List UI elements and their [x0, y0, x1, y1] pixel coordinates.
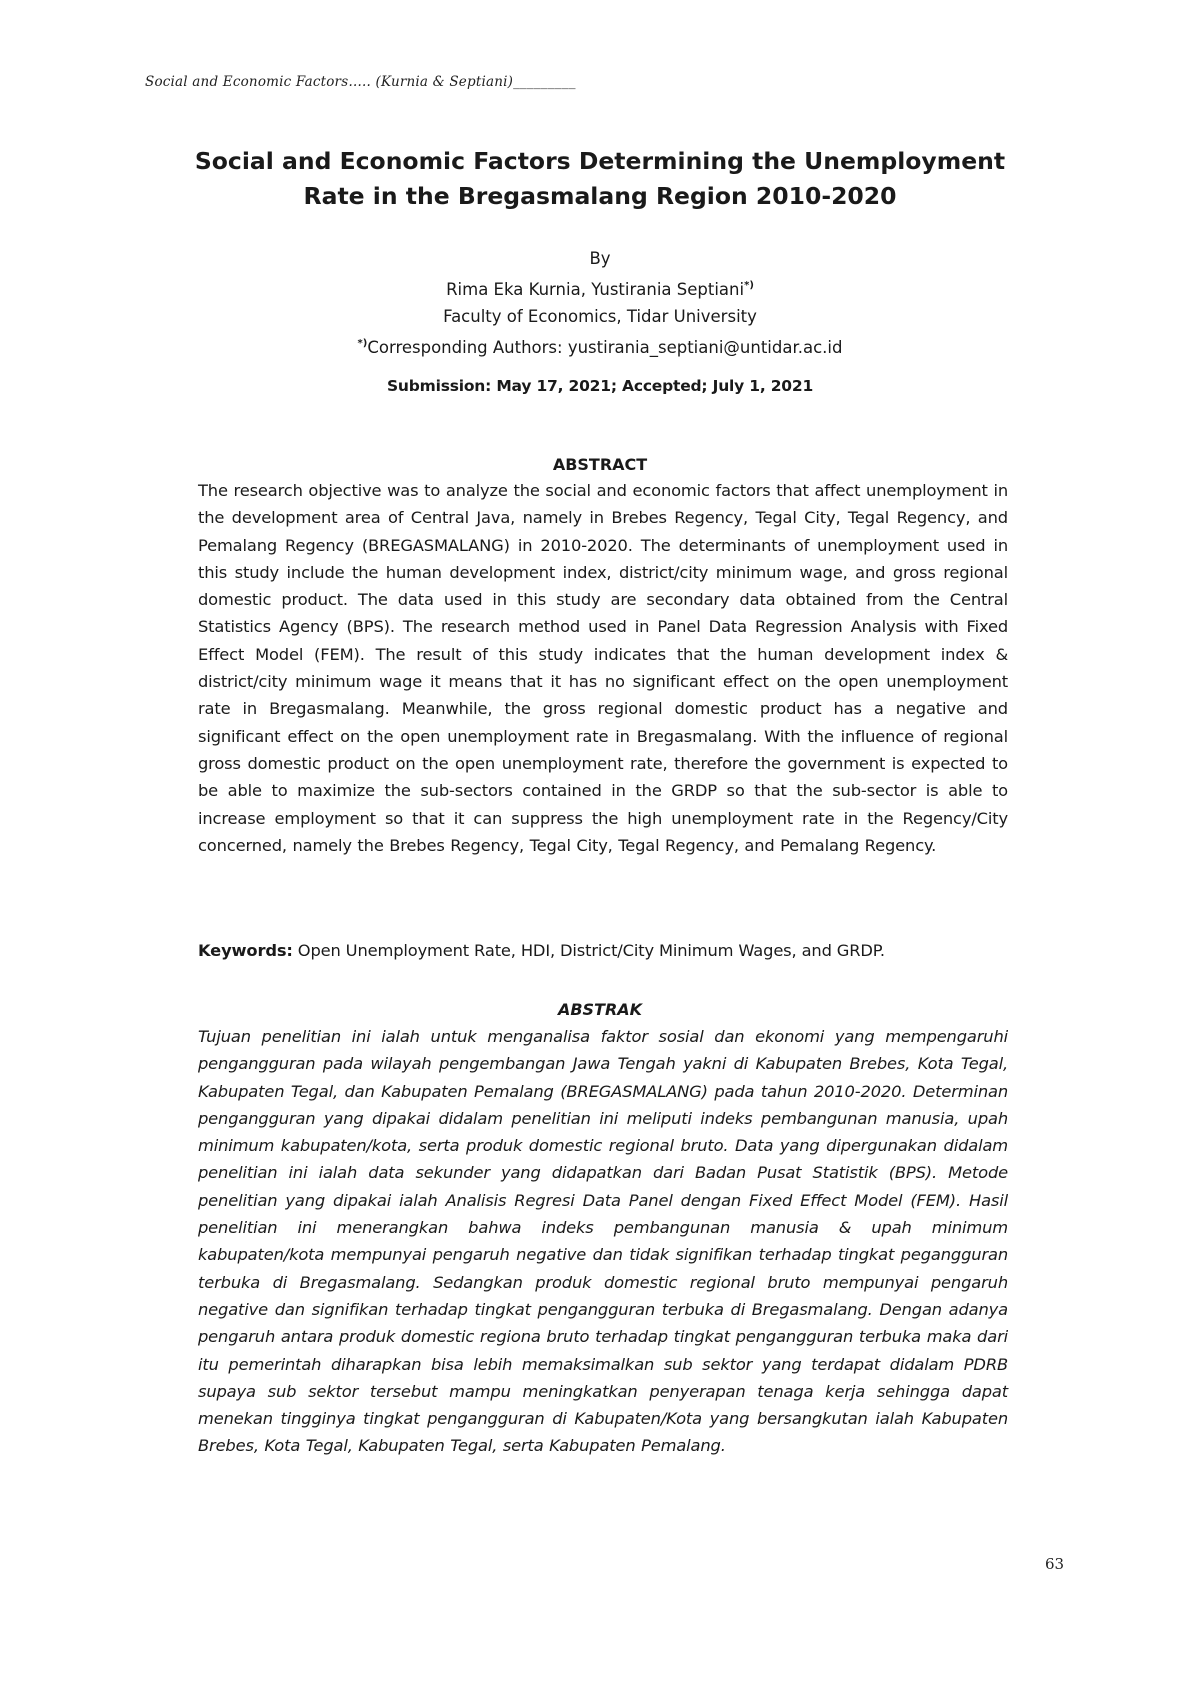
- title-line-2: Rate in the Bregasmalang Region 2010-2020: [303, 182, 897, 210]
- corresponding-line: [120, 330, 1080, 361]
- keywords-label: Keywords:: [198, 941, 293, 960]
- abstrak-text: Tujuan penelitian ini ialah untuk menganalisa faktor sosial dan ekonomi yang mempengaruhi pengangguran pada wilayah pengembangan Jawa Tengah yakni di Kabupaten Brebes, Kota Tegal, Kabupaten Tegal, dan Kabupaten Pemalang (BREGASMALANG) pada tahun 2010-2020. Determinan pengangguran yang dipakai didalam penelitian ini meliputi indeks pembangunan manusia, upah minimum kabupaten/kota, serta produk domestic regional bruto. Data yang dipergunakan didalam penelitian ini ialah data sekunder yang didapatkan dari Badan Pusat Statistik (BPS). Metode penelitian yang dipakai ialah Analisis Regresi Data Panel dengan Fixed Effect Model (FEM). Hasil penelitian ini menerangkan bahwa indeks pembangunan manusia & upah minimum kabupaten/kota mempunyai pengaruh negative dan tidak signifikan terhadap tingkat pegangguran terbuka di Bregasmalang. Sedangkan produk domestic regional bruto mempunyai pengaruh negative dan signifikan terhadap tingkat pengangguran terbuka di Bregasmalang. Dengan adanya pengaruh antara produk domestic regiona bruto terhadap tingkat pengangguran terbuka maka dari itu pemerintah diharapkan bisa lebih memaksimalkan sub sektor yang terdapat didalam PDRB supaya sub sektor tersebut mampu meningkatkan penyerapan tenaga kerja sehingga dapat menekan tingginya tingkat pengangguran di Kabupaten/Kota yang bersangkutan ialah Kabupaten Brebes, Kota Tegal, Kabupaten Tegal, serta Kabupaten Pemalang.: [198, 1027, 1008, 1456]
- byline: [120, 245, 1080, 361]
- affiliation: Faculty of Economics, Tidar University: [443, 307, 757, 326]
- article-title: [120, 144, 1080, 214]
- abstract-body: [198, 477, 1008, 859]
- authors-line: [120, 272, 1080, 303]
- keywords-text: Open Unemployment Rate, HDI, District/City Minimum Wages, and GRDP.: [292, 941, 885, 960]
- abstrak-body: [198, 1023, 1008, 1460]
- authors: Rima Eka Kurnia, Yustirania Septiani: [446, 280, 745, 299]
- abstract-text: The research objective was to analyze the social and economic factors that affect unemployment in the development area of Central Java, namely in Brebes Regency, Tegal City, Tegal Regency, and Pemalang Regency (BREGASMALANG) in 2010-2020. The determinants of unemployment used in this study include the human development index, district/city minimum wage, and gross regional domestic product. The data used in this study are secondary data obtained from the Central Statistics Agency (BPS). The research method used in Panel Data Regression Analysis with Fixed Effect Model (FEM). The result of this study indicates that the human development index & district/city minimum wage it means that it has no significant effect on the open unemployment rate in Bregasmalang. Meanwhile, the gross regional domestic product has a negative and significant effect on the open unemployment rate in Bregasmalang. With the influence of regional gross domestic product on the open unemployment rate, therefore the government is expected to be able to maximize the sub-sectors contained in the GRDP so that the sub-sector is able to increase employment so that it can suppress the high unemployment rate in the Regency/City concerned, namely the Brebes Regency, Tegal City, Tegal Regency, and Pemalang Regency.: [198, 481, 1008, 855]
- corresponding-marker: *): [357, 338, 368, 349]
- by-label: By: [589, 249, 611, 268]
- author-marker: *): [744, 280, 754, 291]
- title-line-1: Social and Economic Factors Determining the Unemployment: [194, 147, 1006, 175]
- keywords: [198, 941, 1008, 960]
- running-head: Social and Economic Factors….. (Kurnia & Septiani)_________: [145, 74, 576, 90]
- abstrak-heading: ABSTRAK: [557, 1000, 643, 1019]
- abstract-heading: ABSTRACT: [552, 455, 648, 474]
- corresponding-author: Corresponding Authors: yustirania_septiani@untidar.ac.id: [367, 338, 843, 357]
- page-number: 63: [1045, 1555, 1065, 1573]
- submission-dates: Submission: May 17, 2021; Accepted; July 1, 2021: [386, 377, 814, 395]
